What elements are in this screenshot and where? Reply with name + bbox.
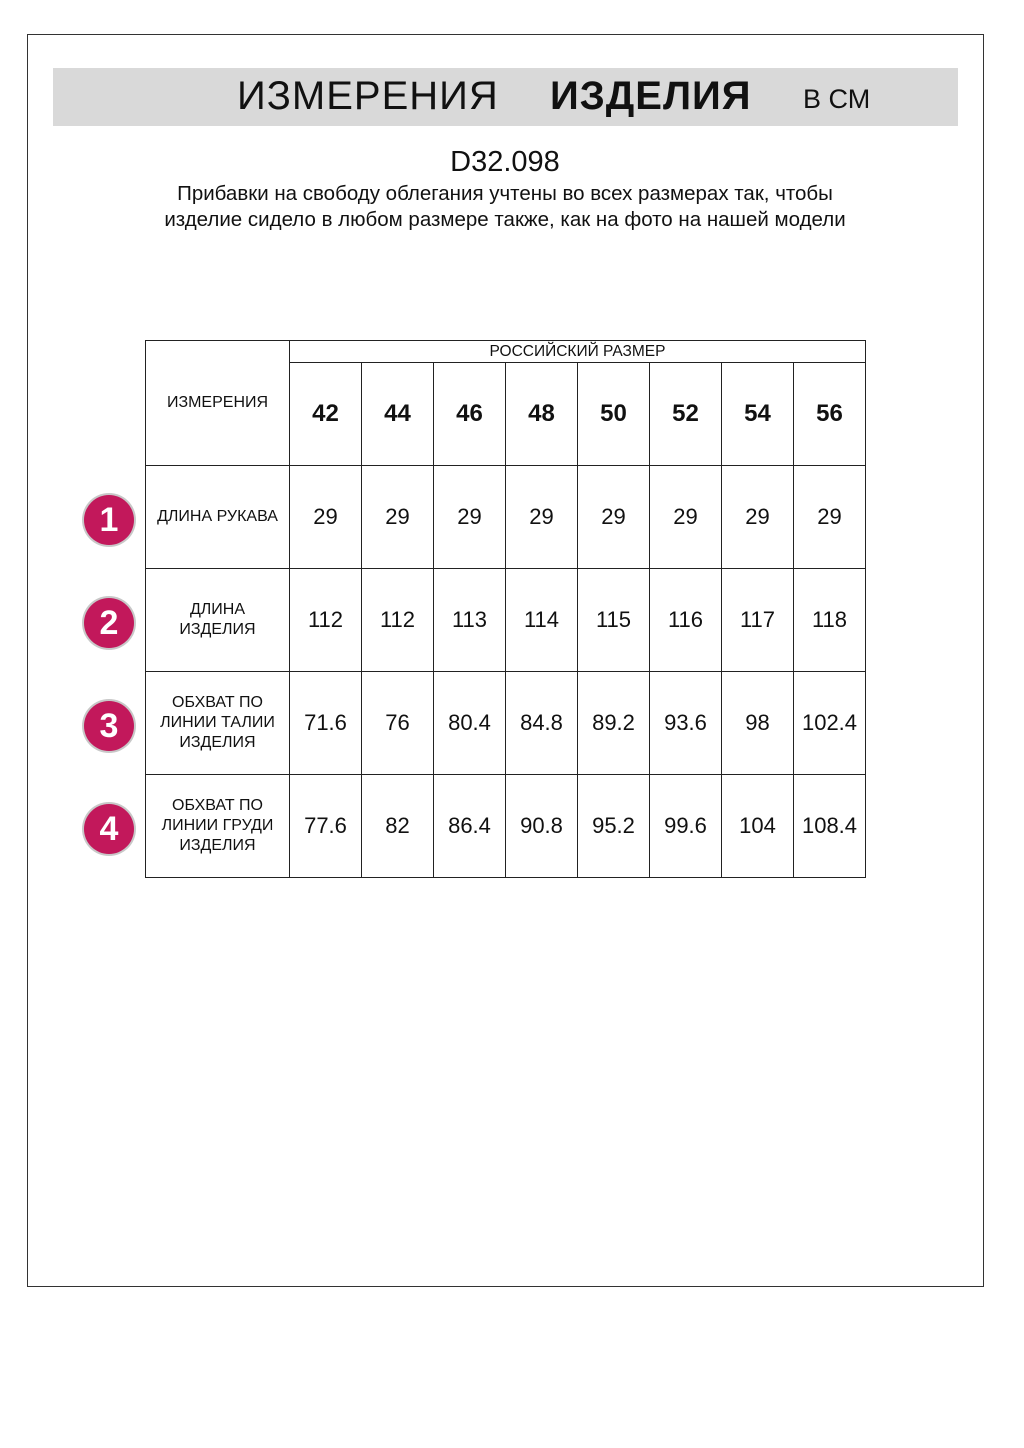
title-part2: ИЗДЕЛИЯ <box>550 74 752 118</box>
table-cell: 29 <box>650 466 722 569</box>
table-cell: 76 <box>362 672 434 775</box>
table-cell: 118 <box>794 569 866 672</box>
table-cell: 115 <box>578 569 650 672</box>
size-header: 42 <box>290 363 362 466</box>
title-unit: В СМ <box>803 84 871 114</box>
table-cell: 29 <box>578 466 650 569</box>
table-header-row <box>146 341 866 363</box>
badge-1-icon: 1 <box>84 495 134 545</box>
table-cell: 86.4 <box>434 775 506 878</box>
table-cell: 112 <box>362 569 434 672</box>
size-table <box>145 340 866 878</box>
fit-note: Прибавки на свободу облегания учтены во всех размерах так, чтобы изделие сидело в любом размере также, как на фото на нашей модели <box>164 182 846 231</box>
table-cell: 102.4 <box>794 672 866 775</box>
size-header: 52 <box>650 363 722 466</box>
table-cell: 104 <box>722 775 794 878</box>
badge-4-icon: 4 <box>84 804 134 854</box>
size-header: 46 <box>434 363 506 466</box>
table-cell: 90.8 <box>506 775 578 878</box>
size-header: 54 <box>722 363 794 466</box>
size-header: 56 <box>794 363 866 466</box>
table-cell: 82 <box>362 775 434 878</box>
table-cell: 95.2 <box>578 775 650 878</box>
table-row <box>146 466 866 569</box>
table-cell: 114 <box>506 569 578 672</box>
table-cell: 108.4 <box>794 775 866 878</box>
table-row <box>146 569 866 672</box>
row-label: ОБХВАТ ПО ЛИНИИ ГРУДИ ИЗДЕЛИЯ <box>146 775 290 878</box>
size-header: 48 <box>506 363 578 466</box>
table-cell: 29 <box>794 466 866 569</box>
table-cell: 98 <box>722 672 794 775</box>
table-cell: 89.2 <box>578 672 650 775</box>
size-header: 44 <box>362 363 434 466</box>
table-cell: 117 <box>722 569 794 672</box>
table-cell: 84.8 <box>506 672 578 775</box>
table-cell: 99.6 <box>650 775 722 878</box>
table-cell: 71.6 <box>290 672 362 775</box>
table-cell: 112 <box>290 569 362 672</box>
table-cell: 77.6 <box>290 775 362 878</box>
table-cell: 116 <box>650 569 722 672</box>
table-cell: 29 <box>506 466 578 569</box>
badge-3-icon: 3 <box>84 701 134 751</box>
row-label: ДЛИНА ИЗДЕЛИЯ <box>146 569 290 672</box>
table-row <box>146 672 866 775</box>
table-cell: 29 <box>290 466 362 569</box>
size-group-label: РОССИЙСКИЙ РАЗМЕР <box>290 341 866 363</box>
size-header: 50 <box>578 363 650 466</box>
table-cell: 29 <box>434 466 506 569</box>
table-row <box>146 775 866 878</box>
product-code: D32.098 <box>450 146 560 178</box>
corner-label: ИЗМЕРЕНИЯ <box>146 341 290 466</box>
title-part1: ИЗМЕРЕНИЯ <box>237 74 499 118</box>
row-label: ОБХВАТ ПО ЛИНИИ ТАЛИИ ИЗДЕЛИЯ <box>146 672 290 775</box>
table-cell: 113 <box>434 569 506 672</box>
badge-2-icon: 2 <box>84 598 134 648</box>
table-cell: 29 <box>362 466 434 569</box>
row-label: ДЛИНА РУКАВА <box>146 466 290 569</box>
table-cell: 29 <box>722 466 794 569</box>
table-cell: 93.6 <box>650 672 722 775</box>
table-cell: 80.4 <box>434 672 506 775</box>
